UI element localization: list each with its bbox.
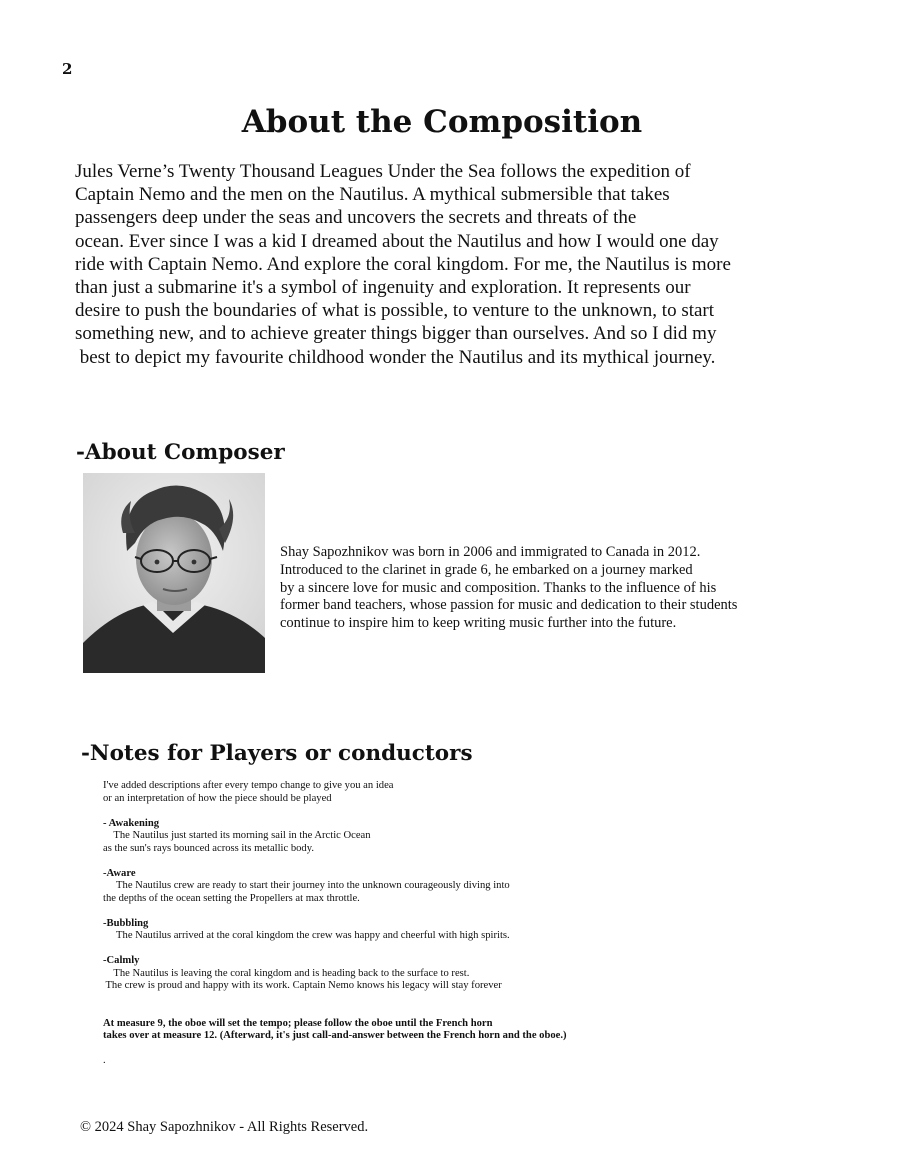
section-line: as the sun's rays bounced across its metallic body. [103, 842, 314, 854]
trailing-mark: . [103, 1055, 106, 1066]
text-line: than just a submarine it's a symbol of ingenuity and exploration. It represents our [75, 277, 691, 299]
text-line: desire to push the boundaries of what is possible, to venture to the unknown, to start [75, 300, 715, 322]
composition-description [75, 160, 855, 369]
notes-intro-line: I've added descriptions after every tempo change to give you an idea [103, 780, 394, 791]
text-line: something new, and to achieve greater things bigger than ourselves. And so I did my [75, 323, 717, 345]
section-line: The Nautilus crew are ready to start their journey into the unknown courageously diving into [103, 880, 510, 891]
section-awakening-title: - Awakening [103, 817, 160, 829]
player-notes [103, 780, 703, 1068]
text-line: continue to inspire him to keep writing music further into the future. [280, 615, 677, 632]
section-line: The Nautilus just started its morning sail in the Arctic Ocean [103, 830, 371, 841]
section-line: The Nautilus arrived at the coral kingdom the crew was happy and cheerful with high spirits. [103, 930, 510, 941]
section-line: the depths of the ocean setting the Propellers at max throttle. [103, 892, 360, 904]
composer-photo [83, 473, 265, 673]
section-line: The Nautilus is leaving the coral kingdom and is heading back to the surface to rest. [103, 967, 470, 979]
section-line: The crew is proud and happy with its work. Captain Nemo knows his legacy will stay forever [103, 980, 502, 991]
notes-heading: -Notes for Players or conductors [81, 741, 473, 766]
notes-intro-line: or an interpretation of how the piece should be played [103, 792, 332, 804]
about-composer-heading: -About Composer [76, 440, 285, 465]
page-number: 2 [62, 60, 73, 78]
section-aware-title: -Aware [103, 867, 136, 879]
text-line: former band teachers, whose passion for music and dedication to their students [280, 597, 738, 614]
section-bubbling-title: -Bubbling [103, 917, 149, 929]
tempo-note-line: takes over at measure 12. (Afterward, it's just call-and-answer between the French horn and the oboe.) [103, 1030, 567, 1041]
text-line: passengers deep under the seas and uncovers the secrets and threats of the [75, 207, 637, 229]
text-line: by a sincere love for music and composition. Thanks to the influence of his [280, 579, 717, 596]
text-line: best to depict my favourite childhood wonder the Nautilus and its mythical journey. [75, 346, 716, 368]
composer-bio [280, 544, 840, 633]
text-line: ocean. Ever since I was a kid I dreamed about the Nautilus and how I would one day [75, 230, 719, 252]
section-calmly-title: -Calmly [103, 955, 140, 966]
text-line: Shay Sapozhnikov was born in 2006 and immigrated to Canada in 2012. [280, 544, 701, 560]
text-line: Introduced to the clarinet in grade 6, he embarked on a journey marked [280, 561, 693, 578]
text-line: ride with Captain Nemo. And explore the coral kingdom. For me, the Nautilus is more [75, 253, 731, 275]
tempo-note-line: At measure 9, the oboe will set the tempo; please follow the oboe until the French horn [103, 1017, 493, 1029]
text-line: Captain Nemo and the men on the Nautilus. A mythical submersible that takes [75, 184, 670, 206]
page-title: About the Composition [241, 104, 643, 140]
text-line: Jules Verne’s Twenty Thousand Leagues Under the Sea follows the expedition of [75, 161, 691, 182]
copyright-notice: © 2024 Shay Sapozhnikov - All Rights Reserved. [80, 1119, 369, 1135]
